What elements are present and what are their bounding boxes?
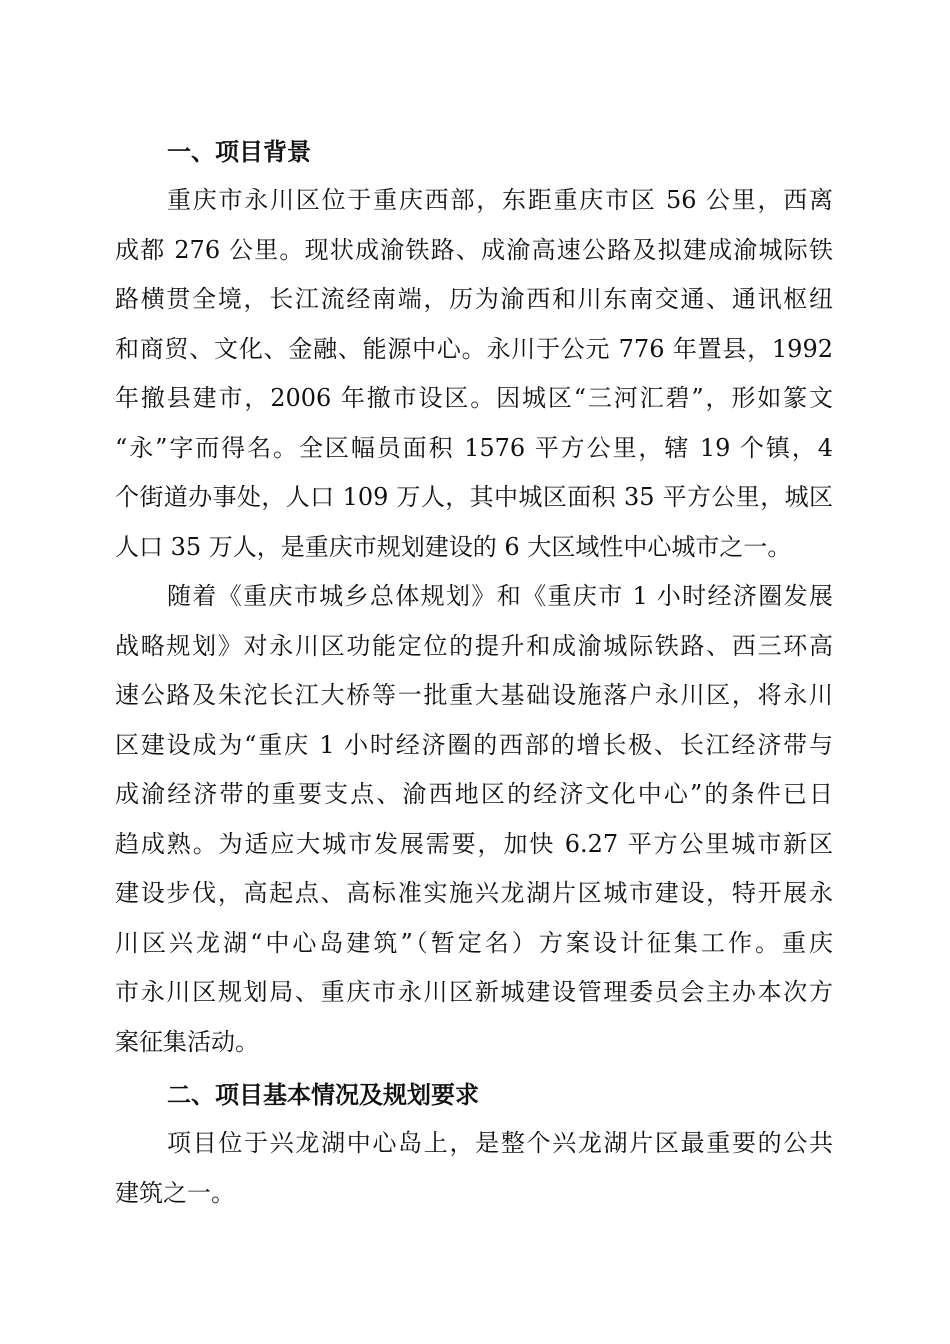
paragraph-line: 成渝经济带的重要支点、渝西地区的经济文化中心”的条件已日 [115,780,833,808]
paragraph-line: 和商贸、文化、金融、能源中心。永川于公元 776 年置县，1992 [115,334,833,363]
paragraph-line: 战略规划》对永川区功能定位的提升和成渝城际铁路、西三环高 [115,631,833,660]
paragraph-line: 随着《重庆市城乡总体规划》和《重庆市 1 小时经济圈发展 [167,582,833,610]
paragraph-line: 成都 276 公里。现状成渝铁路、成渝高速公路及拟建成渝城际铁 [115,235,833,264]
section-heading-background: 一、项目背景 [167,138,311,166]
paragraph-line: 速公路及朱沱长江大桥等一批重大基础设施落户永川区，将永川 [115,681,833,709]
paragraph-line: 个街道办事处，人口 109 万人，其中城区面积 35 平方公里，城区 [115,483,833,511]
paragraph-line: 年撤县建市，2006 年撤市设区。因城区“三河汇碧”，形如篆文 [115,384,833,412]
paragraph-line: 人口 35 万人，是重庆市规划建设的 6 大区域性中心城市之一。 [115,532,792,561]
paragraph-location-overview [115,176,833,572]
paragraph-project-site [115,1119,833,1218]
paragraph-line: 建设步伐，高起点、高标准实施兴龙湖片区城市建设，特开展永 [115,879,833,907]
section-heading-project-info: 二、项目基本情况及规划要求 [167,1081,479,1109]
paragraph-line: 建筑之一。 [115,1178,235,1207]
document-page [115,128,833,1218]
paragraph-line: “永”字而得名。全区幅员面积 1576 平方公里，辖 19 个镇，4 [115,433,833,462]
paragraph-line: 案征集活动。 [115,1027,259,1056]
paragraph-line: 重庆市永川区位于重庆西部，东距重庆市区 56 公里，西离 [167,186,833,214]
paragraph-line: 川区兴龙湖“中心岛建筑”（暂定名）方案设计征集工作。重庆 [115,928,833,957]
paragraph-line: 区建设成为“重庆 1 小时经济圈的西部的增长极、长江经济带与 [115,730,833,759]
paragraph-line: 路横贯全境，长江流经南端，历为渝西和川东南交通、通讯枢纽 [115,285,833,313]
paragraph-project-purpose [115,572,833,1067]
paragraph-line: 趋成熟。为适应大城市发展需要，加快 6.27 平方公里城市新区 [115,829,833,858]
paragraph-line: 市永川区规划局、重庆市永川区新城建设管理委员会主办本次方 [115,978,833,1006]
paragraph-line: 项目位于兴龙湖中心岛上，是整个兴龙湖片区最重要的公共 [167,1129,833,1157]
